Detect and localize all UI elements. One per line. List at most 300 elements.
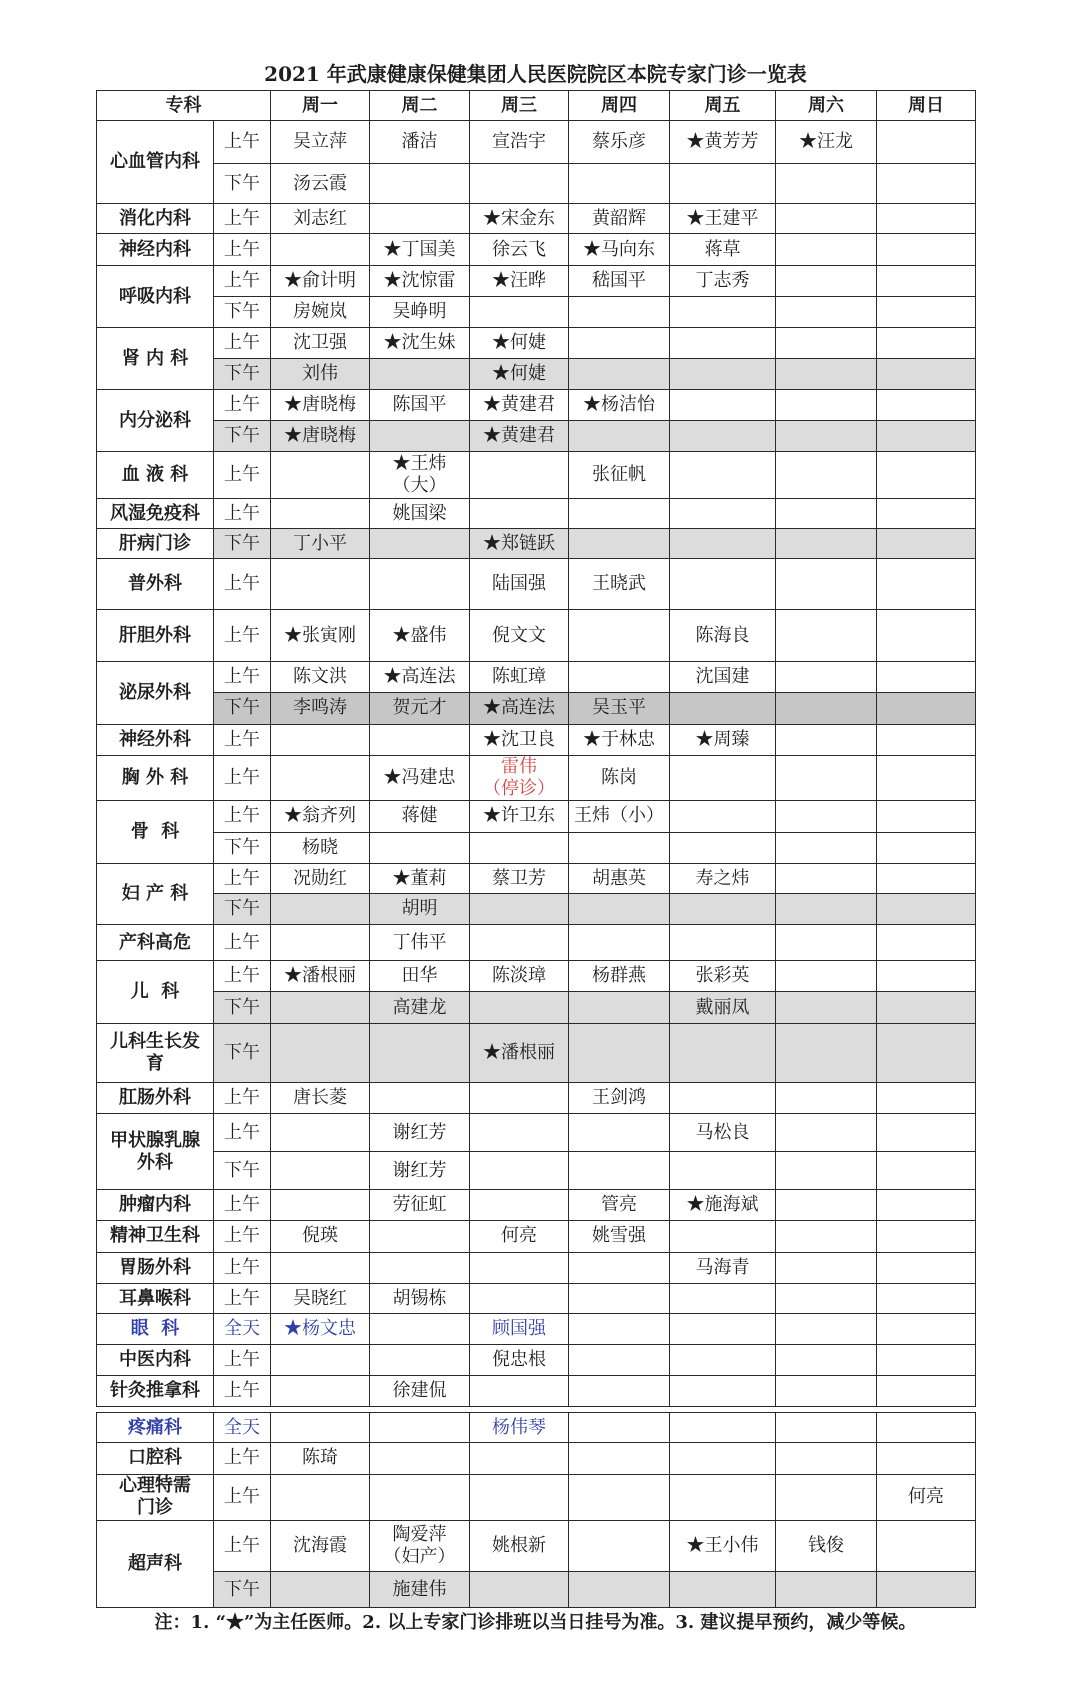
schedule-row — [97, 452, 976, 498]
department-name: 神经内科 — [119, 238, 191, 260]
doctor-cell — [670, 832, 776, 863]
doctor-cell — [271, 1571, 370, 1608]
doctor-name: ★董莉 — [392, 867, 447, 889]
doctor-cell — [776, 1114, 877, 1152]
header-day: 周二 — [370, 91, 470, 121]
schedule-row — [97, 1083, 976, 1114]
doctor-cell — [776, 529, 877, 559]
doctor-name: ★王小伟 — [686, 1534, 759, 1556]
department-name: 内分泌科 — [119, 409, 191, 431]
session-label: 上午 — [214, 1252, 271, 1283]
doctor-name: 蒋健 — [401, 805, 438, 827]
doctor-cell — [776, 121, 877, 164]
doctor-cell — [670, 1083, 776, 1114]
doctor-cell — [271, 559, 370, 610]
doctor-cell — [670, 559, 776, 610]
doctor-cell — [271, 610, 370, 662]
doctor-cell — [470, 1252, 569, 1283]
doctor-cell — [877, 529, 976, 559]
doctor-cell — [877, 801, 976, 832]
doctor-cell — [877, 297, 976, 328]
department-block — [97, 452, 976, 498]
schedule-row — [97, 297, 976, 328]
doctor-name: 张彩英 — [695, 965, 750, 987]
doctor-cell — [877, 389, 976, 420]
doctor-name: 马松良 — [695, 1121, 750, 1143]
doctor-name: ★何婕 — [492, 362, 546, 384]
schedule-row — [97, 358, 976, 389]
doctor-name: ★杨文忠 — [284, 1318, 356, 1340]
doctor-cell — [569, 1221, 670, 1252]
doctor-cell — [670, 1474, 776, 1520]
doctor-cell — [670, 801, 776, 832]
doctor-cell — [877, 1221, 976, 1252]
doctor-cell — [877, 1152, 976, 1190]
doctor-cell — [670, 894, 776, 925]
doctor-cell — [776, 1023, 877, 1082]
doctor-name: 杨晓 — [302, 836, 338, 858]
session-label: 全天 — [214, 1314, 271, 1345]
session-label: 下午 — [214, 164, 271, 204]
schedule-row — [97, 389, 976, 420]
doctor-cell — [670, 529, 776, 559]
doctor-cell — [271, 1023, 370, 1082]
doctor-cell — [370, 1443, 470, 1474]
doctor-cell — [877, 832, 976, 863]
doctor-cell — [670, 610, 776, 662]
doctor-cell — [776, 894, 877, 925]
session-label: 下午 — [214, 992, 271, 1023]
doctor-cell — [877, 894, 976, 925]
doctor-cell — [370, 755, 470, 800]
doctor-cell — [569, 610, 670, 662]
schedule-table — [96, 90, 976, 1407]
doctor-cell — [370, 1375, 470, 1406]
department-cell — [97, 452, 214, 498]
schedule-row — [97, 610, 976, 662]
doctor-cell — [670, 1314, 776, 1345]
department-cell — [97, 1083, 214, 1114]
department-cell — [97, 265, 214, 328]
doctor-cell — [569, 1474, 670, 1520]
doctor-cell — [569, 1189, 670, 1220]
session-label: 上午 — [214, 559, 271, 610]
doctor-cell — [370, 724, 470, 755]
session-label: 上午 — [214, 265, 271, 296]
doctor-cell — [271, 421, 370, 452]
header-day: 周一 — [271, 91, 370, 121]
department-block — [97, 1314, 976, 1345]
doctor-cell — [470, 1314, 569, 1345]
doctor-name: ★潘根丽 — [483, 1041, 555, 1063]
department-block — [97, 610, 976, 662]
department-cell — [97, 1375, 214, 1406]
doctor-cell — [470, 832, 569, 863]
schedule-row — [97, 1152, 976, 1190]
doctor-cell — [470, 661, 569, 692]
session-label: 下午 — [214, 529, 271, 559]
department-block — [97, 389, 976, 452]
doctor-cell — [569, 1413, 670, 1443]
doctor-cell — [370, 1023, 470, 1082]
department-cell — [97, 121, 214, 204]
session-label: 下午 — [214, 297, 271, 328]
doctor-cell — [569, 661, 670, 692]
session-label: 上午 — [214, 755, 271, 800]
doctor-cell — [271, 661, 370, 692]
doctor-name: 吴峥明 — [392, 301, 447, 323]
doctor-cell — [776, 1474, 877, 1520]
schedule-row — [97, 1571, 976, 1608]
department-name: 心血管内科 — [110, 151, 200, 173]
doctor-cell — [776, 1083, 877, 1114]
doctor-cell — [569, 389, 670, 420]
schedule-sheet — [96, 90, 975, 1635]
doctor-cell — [670, 1521, 776, 1572]
department-cell — [97, 801, 214, 864]
department-block — [97, 1443, 976, 1474]
department-cell — [97, 1474, 214, 1520]
doctor-name: ★杨洁怡 — [583, 394, 655, 416]
doctor-cell — [271, 1314, 370, 1345]
doctor-cell — [370, 1283, 470, 1313]
doctor-cell — [470, 1283, 569, 1313]
department-name: 肝胆外科 — [119, 624, 191, 646]
doctor-cell — [776, 1521, 877, 1572]
header-day: 周日 — [877, 91, 976, 121]
doctor-cell — [670, 204, 776, 234]
doctor-name: 蔡卫芳 — [492, 867, 546, 889]
department-cell — [97, 1023, 214, 1082]
schedule-row — [97, 832, 976, 863]
doctor-name: 潘洁 — [401, 131, 438, 153]
department-cell — [97, 1345, 214, 1375]
session-label: 下午 — [214, 894, 271, 925]
schedule-row — [97, 1345, 976, 1375]
doctor-cell — [877, 863, 976, 893]
department-block — [97, 1345, 976, 1375]
page-title: 2021 年武康健康保健集团人民医院院区本院专家门诊一览表 — [264, 62, 807, 86]
doctor-cell — [877, 1314, 976, 1345]
doctor-name: 蔡乐彦 — [592, 131, 646, 153]
session-label: 上午 — [214, 1283, 271, 1313]
doctor-name: 陶爱萍 （妇产） — [383, 1523, 456, 1567]
department-block — [97, 1283, 976, 1313]
doctor-cell — [877, 661, 976, 692]
department-name: 耳鼻喉科 — [119, 1287, 191, 1309]
session-label: 下午 — [214, 693, 271, 724]
doctor-cell — [776, 755, 877, 800]
session-label: 上午 — [214, 1521, 271, 1572]
doctor-name: ★黄芳芳 — [686, 131, 759, 153]
doctor-cell — [470, 1023, 569, 1082]
department-cell — [97, 755, 214, 800]
department-name: 泌尿外科 — [119, 681, 191, 703]
doctor-cell — [670, 1114, 776, 1152]
doctor-name: ★沈惊雷 — [383, 269, 456, 291]
doctor-cell — [877, 1571, 976, 1608]
doctor-cell — [370, 1252, 470, 1283]
session-label: 上午 — [214, 925, 271, 961]
session-label: 上午 — [214, 661, 271, 692]
doctor-name: 杨伟琴 — [492, 1416, 546, 1438]
department-block — [97, 1521, 976, 1608]
schedule-row — [97, 559, 976, 610]
doctor-cell — [271, 1521, 370, 1572]
doctor-cell — [569, 1571, 670, 1608]
department-block — [97, 234, 976, 265]
doctor-cell — [670, 693, 776, 724]
doctor-name: 姚雪强 — [592, 1225, 646, 1247]
doctor-cell — [776, 328, 877, 358]
footnote: 注：1. “★”为主任医师。2. 以上专家门诊排班以当日挂号为准。3. 建议提早预约，减少等候。 — [154, 1612, 917, 1634]
doctor-name: 李鸣涛 — [293, 697, 347, 719]
doctor-cell — [271, 1221, 370, 1252]
doctor-cell — [877, 164, 976, 204]
doctor-name: ★于林忠 — [583, 728, 655, 750]
doctor-cell — [776, 297, 877, 328]
session-label: 下午 — [214, 358, 271, 389]
doctor-cell — [370, 164, 470, 204]
doctor-cell — [271, 1474, 370, 1520]
doctor-cell — [370, 961, 470, 992]
doctor-cell — [370, 1521, 470, 1572]
doctor-cell — [877, 755, 976, 800]
doctor-name: ★冯建忠 — [383, 767, 456, 789]
doctor-name: 况勋红 — [293, 867, 347, 889]
doctor-cell — [877, 1521, 976, 1572]
doctor-cell — [271, 121, 370, 164]
doctor-name: 管亮 — [601, 1194, 637, 1216]
doctor-cell — [569, 724, 670, 755]
doctor-cell — [470, 421, 569, 452]
doctor-cell — [776, 1443, 877, 1474]
doctor-cell — [370, 894, 470, 925]
schedule-row — [97, 234, 976, 265]
doctor-name: ★沈生妹 — [383, 331, 456, 353]
session-label: 上午 — [214, 204, 271, 234]
session-label: 上午 — [214, 121, 271, 164]
doctor-cell — [569, 234, 670, 265]
doctor-cell — [776, 724, 877, 755]
doctor-cell — [370, 1083, 470, 1114]
doctor-cell — [776, 1413, 877, 1443]
session-label: 上午 — [214, 1114, 271, 1152]
schedule-row — [97, 1221, 976, 1252]
department-name: 骨 科 — [130, 821, 180, 843]
department-cell — [97, 498, 214, 528]
doctor-cell — [370, 121, 470, 164]
department-cell — [97, 529, 214, 559]
doctor-cell — [776, 1252, 877, 1283]
department-block — [97, 755, 976, 800]
doctor-name: 丁志秀 — [695, 269, 750, 291]
doctor-cell — [370, 1345, 470, 1375]
doctor-cell — [470, 1114, 569, 1152]
doctor-name: 陈虹璋 — [492, 666, 546, 688]
doctor-name: ★马向东 — [583, 238, 655, 260]
session-label: 下午 — [214, 1571, 271, 1608]
department-block — [97, 1474, 976, 1520]
schedule-row — [97, 1023, 976, 1082]
doctor-cell — [569, 529, 670, 559]
doctor-cell — [877, 1252, 976, 1283]
department-block — [97, 801, 976, 864]
doctor-cell — [271, 1413, 370, 1443]
doctor-cell — [569, 1152, 670, 1190]
doctor-cell — [877, 925, 976, 961]
doctor-cell — [569, 421, 670, 452]
doctor-name: ★宋金东 — [483, 207, 555, 229]
doctor-cell — [271, 1152, 370, 1190]
department-block — [97, 328, 976, 390]
doctor-name: 黄韶辉 — [592, 207, 646, 229]
schedule-row — [97, 1189, 976, 1220]
doctor-cell — [877, 1189, 976, 1220]
doctor-cell — [470, 693, 569, 724]
doctor-cell — [776, 801, 877, 832]
department-name: 产科高危 — [119, 931, 191, 953]
department-cell — [97, 1114, 214, 1190]
doctor-cell — [670, 421, 776, 452]
doctor-cell — [776, 1152, 877, 1190]
department-name: 精神卫生科 — [110, 1225, 200, 1247]
department-name: 眼 科 — [130, 1318, 180, 1340]
doctor-cell — [776, 358, 877, 389]
schedule-row — [97, 1443, 976, 1474]
department-block — [97, 1375, 976, 1406]
department-block — [97, 724, 976, 755]
doctor-cell — [877, 724, 976, 755]
doctor-cell — [670, 1023, 776, 1082]
doctor-cell — [569, 832, 670, 863]
department-cell — [97, 961, 214, 1024]
doctor-cell — [370, 297, 470, 328]
schedule-row — [97, 121, 976, 164]
doctor-cell — [271, 328, 370, 358]
doctor-cell — [271, 1189, 370, 1220]
doctor-cell — [776, 1345, 877, 1375]
doctor-cell — [370, 421, 470, 452]
doctor-cell — [470, 755, 569, 800]
doctor-cell — [569, 164, 670, 204]
doctor-name: 倪瑛 — [302, 1225, 338, 1247]
doctor-cell — [470, 1413, 569, 1443]
doctor-name: 田华 — [401, 965, 438, 987]
doctor-cell — [271, 529, 370, 559]
doctor-cell — [776, 1189, 877, 1220]
doctor-cell — [569, 1345, 670, 1375]
doctor-cell — [271, 925, 370, 961]
session-label: 上午 — [214, 328, 271, 358]
doctor-name: ★丁国美 — [383, 238, 456, 260]
doctor-cell — [670, 961, 776, 992]
doctor-cell — [877, 1443, 976, 1474]
doctor-name: 胡锡栋 — [392, 1287, 447, 1309]
doctor-name: 胡惠英 — [592, 867, 646, 889]
doctor-cell — [877, 204, 976, 234]
doctor-cell — [370, 1474, 470, 1520]
doctor-name: 高建龙 — [392, 996, 447, 1018]
doctor-cell — [370, 661, 470, 692]
doctor-cell — [569, 894, 670, 925]
doctor-cell — [776, 610, 877, 662]
department-block — [97, 559, 976, 610]
doctor-cell — [776, 452, 877, 498]
doctor-cell — [776, 1221, 877, 1252]
doctor-name: ★唐晓梅 — [284, 425, 356, 447]
department-cell — [97, 1221, 214, 1252]
doctor-cell — [877, 121, 976, 164]
doctor-cell — [271, 755, 370, 800]
doctor-cell — [670, 164, 776, 204]
department-name: 儿 科 — [130, 980, 180, 1002]
department-name: 肿瘤内科 — [119, 1194, 191, 1216]
doctor-cell — [370, 992, 470, 1023]
session-label: 下午 — [214, 421, 271, 452]
doctor-cell — [670, 1152, 776, 1190]
schedule-row — [97, 992, 976, 1023]
header-department: 专科 — [97, 91, 271, 121]
doctor-name: ★高连法 — [483, 697, 555, 719]
doctor-cell — [670, 452, 776, 498]
department-name: 肝病门诊 — [119, 532, 191, 554]
doctor-name: 施建伟 — [392, 1578, 447, 1600]
department-block — [97, 863, 976, 925]
doctor-cell — [776, 661, 877, 692]
doctor-cell — [271, 863, 370, 893]
doctor-cell — [370, 389, 470, 420]
session-label: 下午 — [214, 1152, 271, 1190]
doctor-cell — [271, 832, 370, 863]
doctor-name: ★翁齐列 — [284, 805, 356, 827]
department-block — [97, 1221, 976, 1252]
schedule-row — [97, 204, 976, 234]
doctor-cell — [569, 961, 670, 992]
doctor-name: 雷伟 （停诊） — [483, 756, 555, 800]
doctor-cell — [470, 925, 569, 961]
department-block — [97, 265, 976, 328]
doctor-name: ★施海斌 — [686, 1194, 759, 1216]
doctor-cell — [569, 559, 670, 610]
department-name: 肾 内 科 — [121, 347, 189, 369]
doctor-cell — [470, 801, 569, 832]
department-cell — [97, 1443, 214, 1474]
doctor-cell — [776, 265, 877, 296]
doctor-cell — [470, 204, 569, 234]
doctor-cell — [271, 894, 370, 925]
doctor-name: 陆国强 — [492, 573, 546, 595]
department-cell — [97, 559, 214, 610]
session-label: 上午 — [214, 863, 271, 893]
doctor-cell — [271, 358, 370, 389]
doctor-cell — [569, 693, 670, 724]
department-name: 儿科生长发育 — [110, 1030, 200, 1074]
doctor-cell — [370, 1571, 470, 1608]
doctor-cell — [370, 498, 470, 528]
department-block — [97, 204, 976, 234]
doctor-cell — [776, 992, 877, 1023]
department-name: 神经外科 — [119, 728, 191, 750]
schedule-row — [97, 529, 976, 559]
doctor-name: 寿之炜 — [695, 867, 750, 889]
doctor-cell — [271, 204, 370, 234]
session-label: 上午 — [214, 498, 271, 528]
doctor-cell — [877, 693, 976, 724]
doctor-cell — [271, 1443, 370, 1474]
department-name: 口腔科 — [128, 1447, 182, 1469]
doctor-cell — [370, 452, 470, 498]
